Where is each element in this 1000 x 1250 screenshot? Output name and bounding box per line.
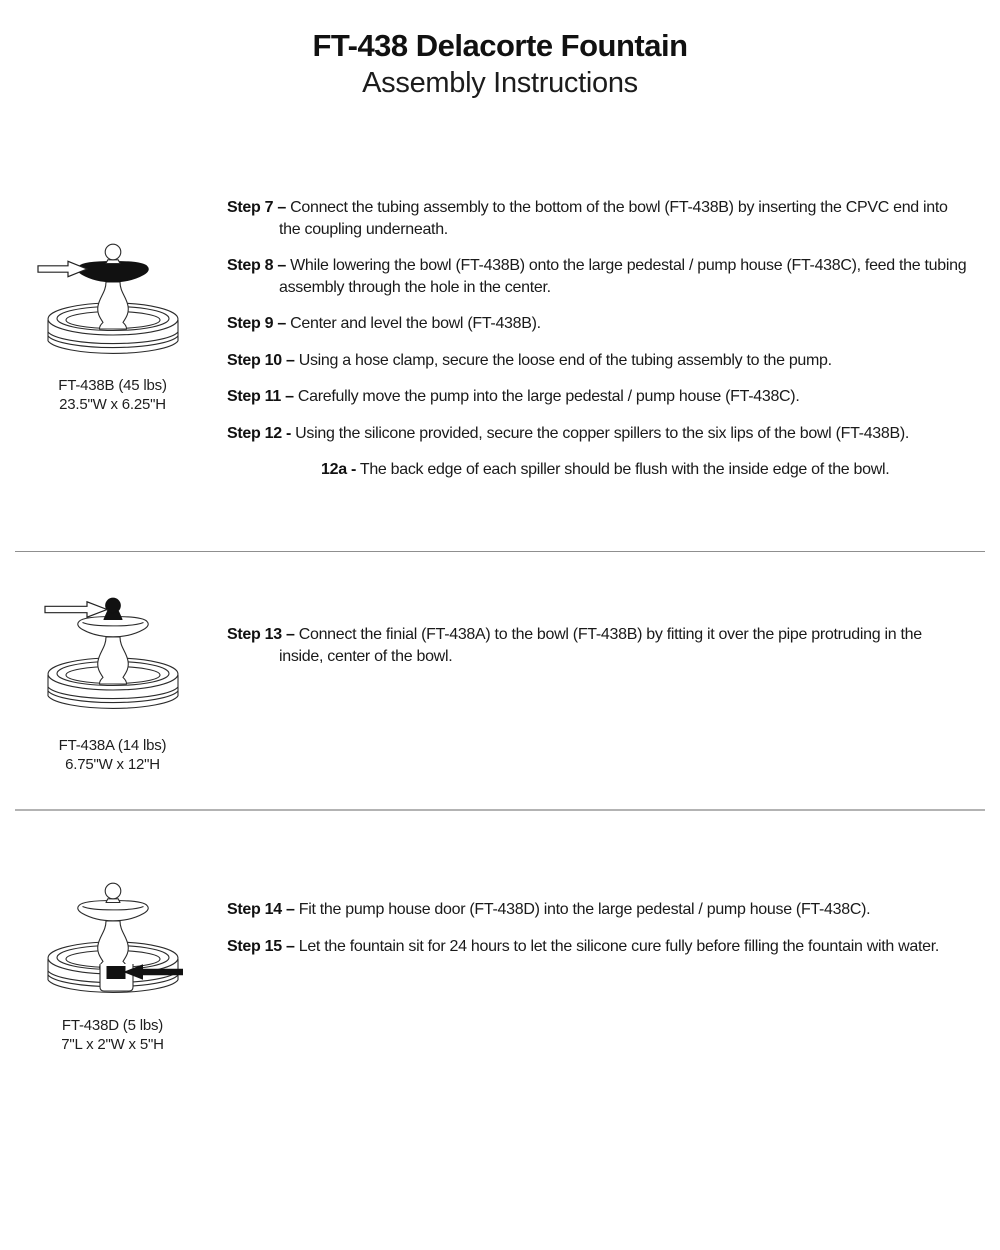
step-15-label: Step 15 – xyxy=(227,937,295,955)
step-14-text: Fit the pump house door (FT-438D) into the large pedestal / pump house (FT-438C). xyxy=(298,901,871,918)
part-dimensions: 23.5"W x 6.25"H xyxy=(59,396,166,413)
figure-caption-ft438d xyxy=(30,1016,195,1054)
finial-neck xyxy=(106,260,120,264)
step-8-text: While lowering the bowl (FT-438B) onto the large pedestal / pump house (FT-438C), feed the tubing assembly through the hole in the center. xyxy=(279,257,967,296)
steps-section-1 xyxy=(227,197,967,496)
finial-neck xyxy=(106,899,120,903)
fountain-illustration-door-highlighted xyxy=(30,880,195,1010)
pedestal xyxy=(98,921,129,968)
step-12-label: Step 12 - xyxy=(227,424,291,442)
finial-ball xyxy=(105,244,121,260)
step-7-text: Connect the tubing assembly to the bottom of the bowl (FT-438B) by inserting the CPVC end into the coupling underneath. xyxy=(279,199,948,238)
highlighted-bowl xyxy=(78,262,148,282)
step-10-label: Step 10 – xyxy=(227,351,295,369)
step-9-label: Step 9 – xyxy=(227,315,286,332)
part-number: FT-438A (14 lbs) xyxy=(58,737,167,754)
step-12a xyxy=(227,459,967,481)
step-11-text: Carefully move the pump into the large pedestal / pump house (FT-438C). xyxy=(297,388,800,405)
step-8 xyxy=(227,255,967,298)
step-12-text: Using the silicone provided, secure the copper spillers to the six lips of the bowl (FT-438B). xyxy=(295,424,910,442)
finial-ball xyxy=(105,883,121,899)
part-number: FT-438D (5 lbs) xyxy=(61,1017,164,1034)
figure-caption-ft438b xyxy=(30,376,195,414)
step-13-text: Connect the finial (FT-438A) to the bowl (FT-438B) by fitting it over the pipe protruding in the inside, center of the bowl. xyxy=(279,626,922,665)
step-10-text: Using a hose clamp, secure the loose end of the tubing assembly to the pump. xyxy=(298,351,832,369)
part-dimensions: 7"L x 2"W x 5"H xyxy=(61,1036,164,1053)
figure-caption-ft438a xyxy=(30,736,195,774)
step-12a-text: The back edge of each spiller should be flush with the inside edge of the bowl. xyxy=(359,461,890,478)
step-8-label: Step 8 – xyxy=(227,257,286,274)
fountain-illustration-finial-highlighted xyxy=(30,596,195,726)
step-13 xyxy=(227,624,967,667)
part-dimensions: 6.75"W x 12"H xyxy=(65,756,160,773)
steps-section-3 xyxy=(227,899,967,972)
step-13-label: Step 13 – xyxy=(227,626,295,643)
step-11-label: Step 11 – xyxy=(227,388,294,405)
highlighted-finial-ball xyxy=(106,598,121,613)
step-9 xyxy=(227,313,967,335)
step-10 xyxy=(227,350,967,372)
pointer-arrow-icon xyxy=(38,261,87,276)
step-15 xyxy=(227,936,967,958)
step-14 xyxy=(227,899,967,921)
step-12a-label: 12a - xyxy=(321,461,356,478)
section-divider xyxy=(15,551,985,552)
step-11 xyxy=(227,386,967,408)
document-subtitle: Assembly Instructions xyxy=(362,67,638,99)
small-bowl xyxy=(78,901,148,921)
step-7-label: Step 7 – xyxy=(227,199,286,216)
steps-section-2 xyxy=(227,624,967,682)
pedestal xyxy=(98,637,129,684)
pointer-arrow-icon xyxy=(45,602,107,617)
step-14-label: Step 14 – xyxy=(227,901,295,918)
step-12 xyxy=(227,423,967,445)
fountain-illustration-bowl-highlighted xyxy=(30,241,195,371)
step-7 xyxy=(227,197,967,240)
step-9-text: Center and level the bowl (FT-438B). xyxy=(290,315,541,332)
highlighted-pump-house-door xyxy=(107,967,125,979)
pedestal xyxy=(98,282,129,329)
document-title: FT-438 Delacorte Fountain xyxy=(312,28,688,63)
part-number: FT-438B (45 lbs) xyxy=(58,377,167,394)
section-divider xyxy=(15,809,985,811)
step-15-text: Let the fountain sit for 24 hours to let the silicone cure fully before filling the fountain with water. xyxy=(298,937,940,955)
